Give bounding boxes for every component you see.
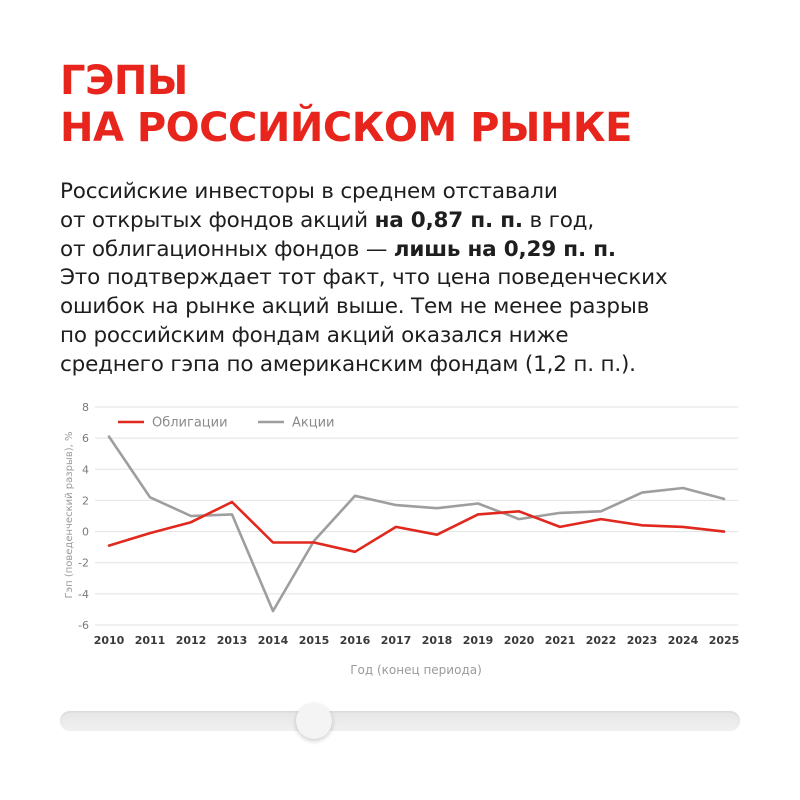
x-tick-label: 2014	[257, 634, 289, 647]
title-line-2: НА РОССИЙСКОМ РЫНКЕ	[60, 105, 632, 151]
x-tick-label: 2020	[503, 634, 535, 647]
x-tick-label: 2025	[708, 634, 740, 647]
paragraph-line-5: ошибок на рынке акций выше. Тем не менее разрыв	[60, 294, 650, 320]
y-tick-label: 2	[82, 494, 89, 508]
chart-series	[109, 437, 724, 611]
paragraph-line-6: по российским фондам акций оказался ниже	[60, 322, 569, 348]
series-line-bonds	[109, 502, 724, 552]
x-tick-label: 2018	[421, 634, 453, 647]
x-tick-label: 2021	[544, 634, 576, 647]
y-axis-ticks	[78, 401, 89, 632]
paragraph-line-2	[60, 207, 667, 236]
paragraph-line-3	[60, 236, 667, 265]
y-tick-label: -2	[78, 556, 89, 570]
y-tick-label: -6	[78, 619, 89, 632]
x-tick-label: 2012	[175, 634, 207, 647]
x-axis-ticks	[94, 634, 740, 647]
paragraph-line-7: среднего гэпа по американским фондам (1,2 п. п.).	[60, 351, 636, 377]
y-tick-label: 4	[82, 463, 89, 477]
legend-label-equities: Акции	[292, 415, 335, 431]
paragraph-line-3-start: от облигационных фондов —	[60, 236, 394, 262]
x-tick-label: 2022	[585, 634, 617, 647]
paragraph-line-2-start: от открытых фондов акций	[60, 207, 375, 233]
paragraph-line-4: Это подтверждает тот факт, что цена поведенческих	[60, 265, 668, 291]
paragraph-equity-gap: на 0,87 п. п.	[374, 207, 523, 233]
x-tick-label: 2015	[298, 634, 330, 647]
description-paragraph	[60, 178, 667, 380]
legend-label-bonds: Облигации	[152, 415, 228, 431]
y-tick-label: 6	[82, 432, 89, 446]
x-tick-label: 2016	[339, 634, 371, 647]
x-tick-label: 2011	[134, 634, 166, 647]
paragraph-line-2-end: в год,	[522, 207, 594, 233]
x-tick-label: 2024	[667, 634, 699, 647]
x-axis-label: Год (конец периода)	[350, 663, 482, 677]
y-tick-label: 8	[82, 401, 89, 414]
title-line-1: ГЭПЫ	[60, 58, 188, 104]
page-title	[60, 58, 632, 152]
slider-track[interactable]	[60, 711, 740, 731]
paragraph-bond-gap: лишь на 0,29 п. п.	[393, 236, 616, 262]
x-tick-label: 2019	[462, 634, 494, 647]
y-axis-label: Гэп (поведенческий разрыв), %	[64, 431, 75, 599]
paragraph-line-1: Российские инвесторы в среднем отставали	[60, 179, 558, 204]
x-tick-label: 2013	[216, 634, 248, 647]
y-tick-label: -4	[78, 587, 89, 601]
slider-thumb[interactable]	[296, 703, 332, 739]
x-tick-label: 2023	[626, 634, 658, 647]
chart-legend	[118, 416, 335, 431]
x-tick-label: 2017	[380, 634, 412, 647]
x-tick-label: 2010	[93, 634, 125, 647]
y-tick-label: 0	[82, 525, 89, 539]
gap-line-chart	[0, 395, 800, 690]
